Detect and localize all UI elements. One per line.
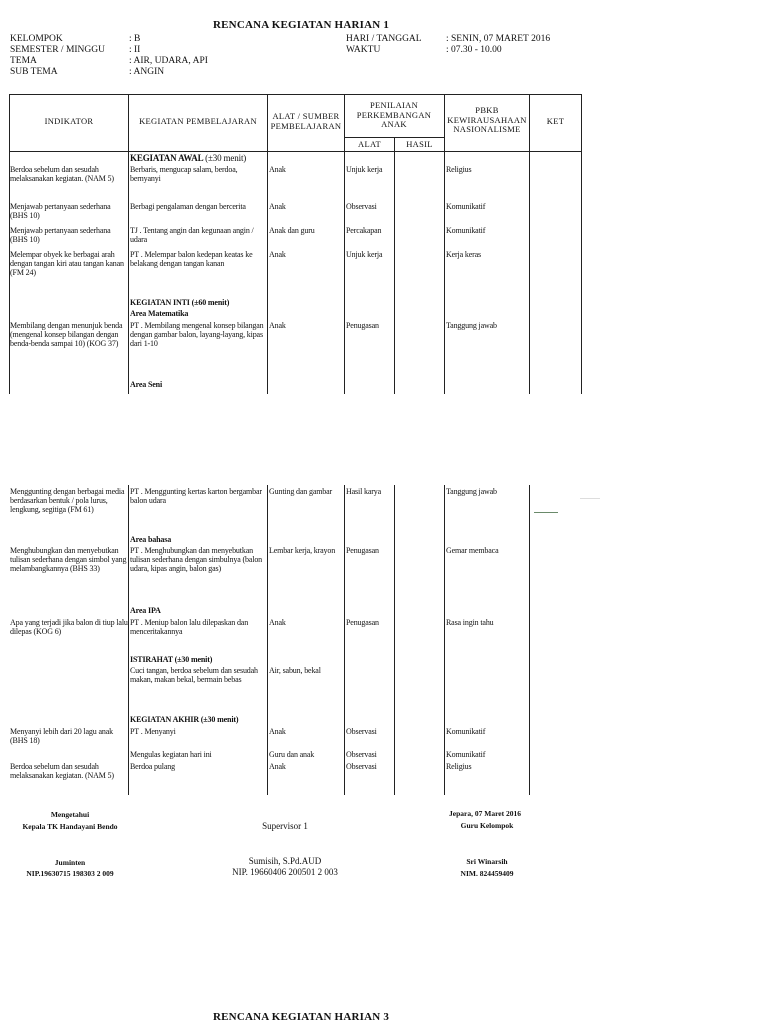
row-10-penilaian: Observasi — [346, 727, 377, 736]
row-8-alat: Anak — [269, 618, 286, 627]
sig-guru-name: Sri Winarsih — [466, 857, 508, 866]
section-kegiatan-awal: KEGIATAN AWAL (±30 menit) — [130, 153, 247, 163]
row-4-alat: Anak — [269, 250, 286, 259]
row-12-alat: Anak — [269, 762, 286, 771]
header-pbkb: PBKB KEWIRAUSAHAAN NASIONALISME — [447, 105, 527, 134]
row-3-pbkb: Komunikatif — [446, 226, 486, 235]
row-12-kegiatan: Berdoa pulang — [130, 762, 175, 771]
row-10-alat: Anak — [269, 727, 286, 736]
row-12-pbkb: Religius — [446, 762, 472, 771]
area-bahasa: Area bahasa — [130, 535, 172, 544]
row-3-kegiatan: TJ . Tentang angin dan kegunaan angin / udara — [130, 226, 254, 245]
sig-supervisor-name: Sumisih, S.Pd.AUD — [248, 856, 322, 866]
row-5-penilaian: Penugasan — [346, 321, 379, 330]
row-1-pbkb: Religius — [446, 165, 472, 174]
row-11-alat: Guru dan anak — [269, 750, 315, 759]
meta-values-left — [129, 34, 208, 78]
row-11-pbkb: Komunikatif — [446, 750, 486, 759]
section-kegiatan-inti: KEGIATAN INTI (±60 menit) — [130, 298, 230, 307]
tema-value: : AIR, UDARA, API — [129, 56, 208, 66]
row-1-alat: Anak — [269, 165, 286, 174]
section-kegiatan-akhir: KEGIATAN AKHIR (±30 menit) — [130, 715, 239, 724]
row-7-indikator: Menghubungkan dan menyebutkan tulisan sederhana dengan simbol yang melambangkannya (BHS 33) — [10, 546, 127, 574]
row-11-penilaian: Observasi — [346, 750, 377, 759]
row-9-alat: Air, sabun, bekal — [269, 666, 321, 675]
header-penilaian: PENILAIAN PERKEMBANGAN ANAK — [356, 100, 432, 129]
page-title: RENCANA KEGIATAN HARIAN 1 — [213, 19, 390, 31]
row-2-penilaian: Observasi — [346, 202, 377, 211]
waktu-value: : 07.30 - 10.00 — [446, 45, 502, 55]
header-hasil: HASIL — [406, 139, 433, 149]
row-1-penilaian: Unjuk kerja — [346, 165, 383, 174]
row-4-penilaian: Unjuk kerja — [346, 250, 383, 259]
header-kegiatan: KEGIATAN PEMBELAJARAN — [139, 116, 257, 126]
sig-place-date: Jepara, 07 Maret 2016 — [449, 809, 521, 818]
tema-label: TEMA — [10, 56, 37, 66]
row-5-pbkb: Tanggung jawab — [446, 321, 497, 330]
row-8-kegiatan: PT . Meniup balon lalu dilepaskan dan menceritakannya — [130, 618, 249, 637]
row-6-kegiatan: PT . Menggunting kertas karton bergambar balon udara — [130, 487, 262, 506]
row-12-penilaian: Observasi — [346, 762, 377, 771]
row-6-alat: Gunting dan gambar — [269, 487, 333, 496]
row-6-pbkb: Tanggung jawab — [446, 487, 497, 496]
area-matematika: Area Matematika — [130, 309, 189, 318]
sig-guru-title: Guru Kelompok — [460, 821, 514, 830]
row-2-alat: Anak — [269, 202, 286, 211]
section-istirahat: ISTIRAHAT (±30 menit) — [130, 655, 213, 664]
subtema-label: SUB TEMA — [10, 67, 58, 77]
row-6-penilaian: Hasil karya — [346, 487, 382, 496]
row-7-alat: Lembar kerja, krayon — [269, 546, 336, 555]
sig-kepala-name: Juminten — [54, 858, 86, 867]
sig-mengetahui: Mengetahui — [50, 810, 90, 819]
header-alat: ALAT — [358, 139, 381, 149]
row-4-indikator: Melempar obyek ke berbagai arah dengan tangan kiri atau tangan kanan (FM 24) — [10, 250, 124, 278]
row-8-pbkb: Rasa ingin tahu — [446, 618, 494, 627]
kelompok-label: KELOMPOK — [10, 34, 63, 44]
row-9-kegiatan: Cuci tangan, berdoa sebelum dan sesudah makan, makan bekal, bermain bebas — [130, 666, 258, 685]
meta-values-right — [446, 34, 550, 56]
header-alat-sumber: ALAT / SUMBER PEMBELAJARAN — [270, 111, 342, 131]
semester-label: SEMESTER / MINGGU — [10, 45, 106, 55]
area-seni: Area Seni — [130, 380, 163, 389]
row-1-kegiatan: Berbaris, mengucap salam, berdoa, bernyanyi — [130, 165, 238, 184]
row-11-kegiatan: Mengulas kegiatan hari ini — [130, 750, 212, 759]
row-10-indikator: Menyanyi lebih dari 20 lagu anak (BHS 18) — [10, 727, 113, 746]
row-5-kegiatan: PT . Membilang mengenal konsep bilangan dengan gambar balon, layang-layang, kipas dari 1-10 — [130, 321, 264, 349]
row-6-indikator: Menggunting dengan berbagai media berdasarkan bentuk / pola lurus, lengkung, segitiga (FM 61) — [10, 487, 125, 515]
row-8-indikator: Apa yang terjadi jika balon di tiup lalu dilepas (KOG 6) — [10, 618, 128, 637]
kelompok-value: : B — [129, 34, 141, 44]
row-2-pbkb: Komunikatif — [446, 202, 486, 211]
row-4-pbkb: Kerja keras — [446, 250, 481, 259]
sig-supervisor-title: Supervisor 1 — [262, 821, 308, 831]
sig-guru-nim: NIM. 824459409 — [460, 869, 514, 878]
sig-kepala-nip: NIP.19630715 198303 2 009 — [26, 869, 114, 878]
sig-kepala-title: Kepala TK Handayani Bendo — [22, 822, 118, 831]
hari-value: : SENIN, 07 MARET 2016 — [446, 34, 551, 44]
row-4-kegiatan: PT . Melempar balon kedepan keatas ke belakang dengan tangan kanan — [130, 250, 253, 269]
row-3-alat: Anak dan guru — [269, 226, 315, 235]
row-7-penilaian: Penugasan — [346, 546, 379, 555]
row-10-pbkb: Komunikatif — [446, 727, 486, 736]
row-2-kegiatan: Berbagi pengalaman dengan bercerita — [130, 202, 246, 211]
meta-labels-left — [10, 34, 105, 78]
row-10-kegiatan: PT . Menyanyi — [130, 727, 176, 736]
row-3-penilaian: Percakapan — [346, 226, 382, 235]
row-5-indikator: Membilang dengan menunjuk benda (mengenal konsep bilangan dengan benda-benda sampai 10) (KOG 37) — [10, 321, 123, 349]
hari-label: HARI / TANGGAL — [346, 34, 422, 44]
row-5-alat: Anak — [269, 321, 286, 330]
row-1-indikator: Berdoa sebelum dan sesudah melaksanakan kegiatan. (NAM 5) — [10, 165, 114, 184]
row-12-indikator: Berdoa sebelum dan sesudah melaksanakan kegiatan. (NAM 5) — [10, 762, 114, 781]
header-ket: KET — [546, 116, 565, 126]
meta-labels-right — [346, 34, 422, 56]
subtema-value: : ANGIN — [129, 67, 165, 77]
row-8-penilaian: Penugasan — [346, 618, 379, 627]
row-7-kegiatan: PT . Menghubungkan dan menyebutkan tulisan sederhana dengan simbulnya (balon udara, kipas angin, balon gas) — [130, 546, 263, 574]
row-3-indikator: Menjawab pertanyaan sederhana (BHS 10) — [10, 226, 111, 245]
area-ipa: Area IPA — [130, 606, 161, 615]
row-2-indikator: Menjawab pertanyaan sederhana (BHS 10) — [10, 202, 111, 221]
row-7-pbkb: Gemar membaca — [446, 546, 499, 555]
header-indikator: INDIKATOR — [44, 116, 94, 126]
semester-value: : II — [129, 45, 141, 55]
sig-supervisor-nip: NIP. 19660406 200501 2 003 — [232, 867, 338, 877]
waktu-label: WAKTU — [346, 45, 381, 55]
next-page-title: RENCANA KEGIATAN HARIAN 3 — [213, 1011, 390, 1023]
